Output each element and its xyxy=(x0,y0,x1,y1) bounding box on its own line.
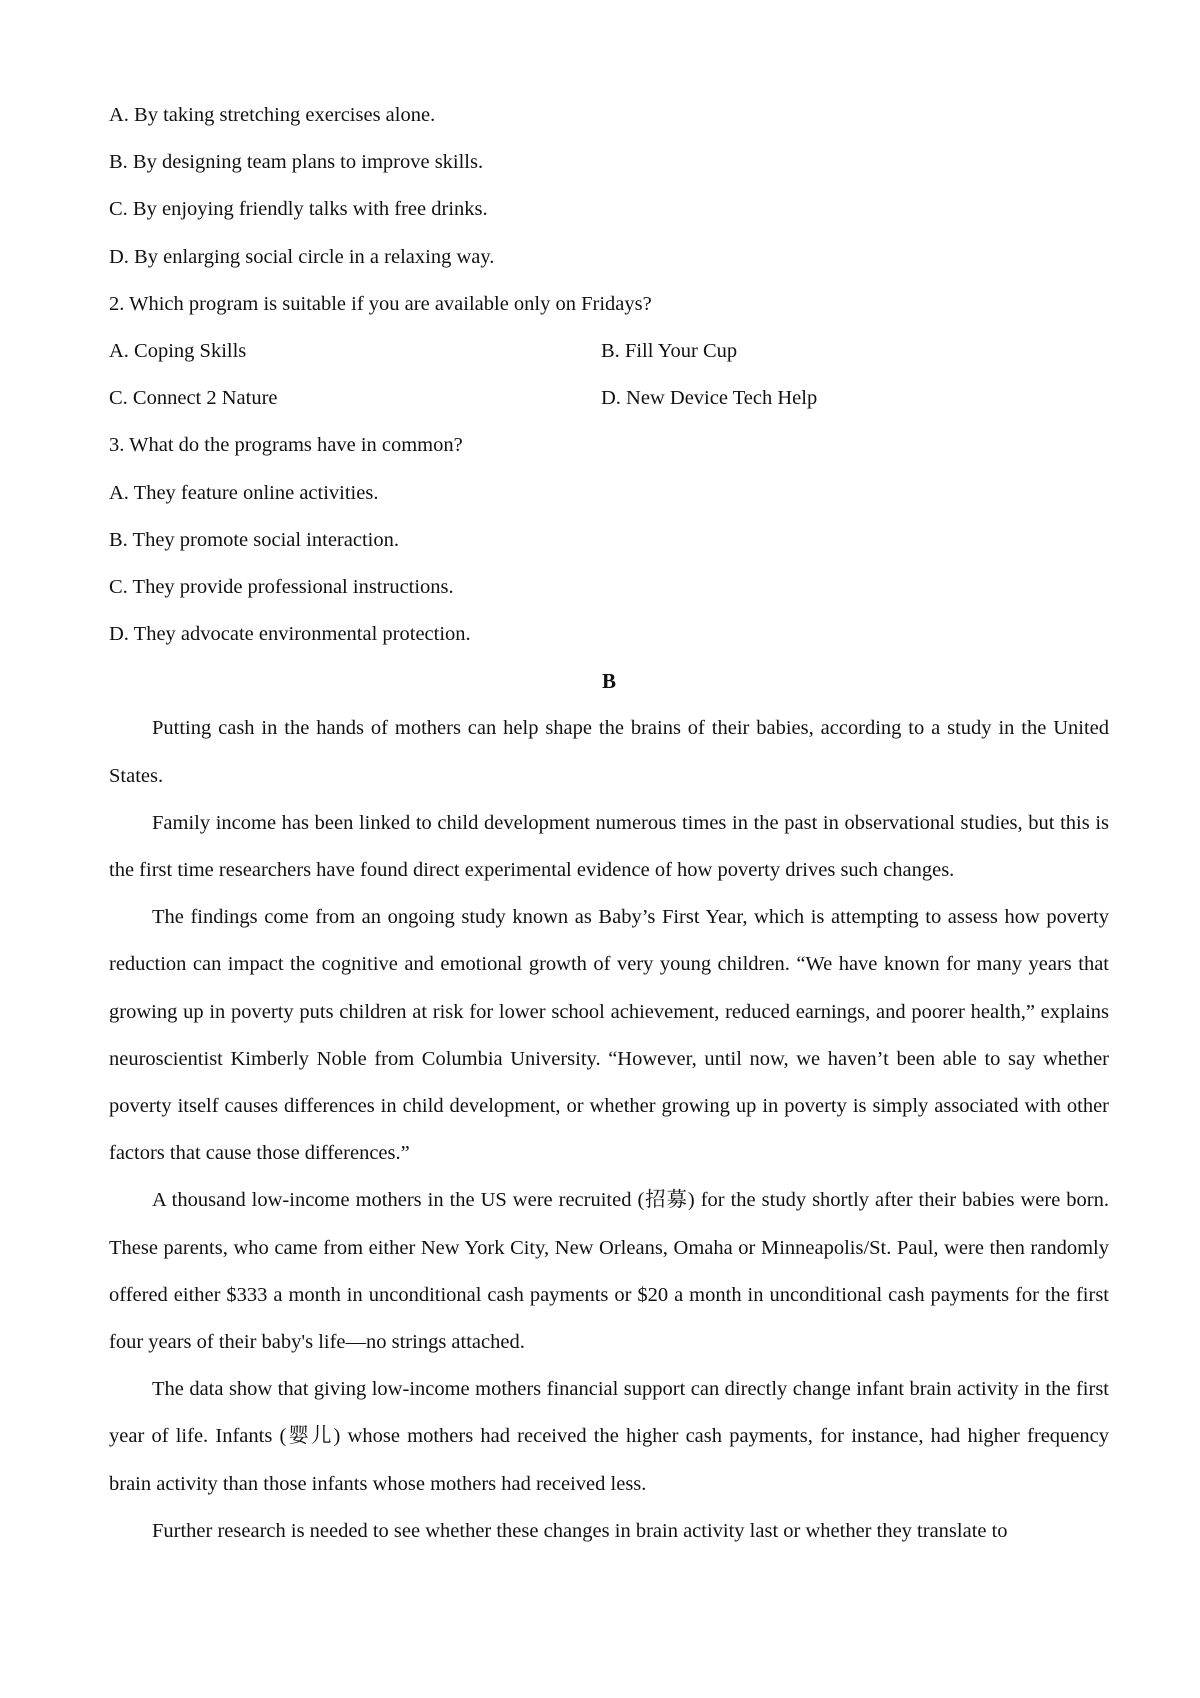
q3-stem: 3. What do the programs have in common? xyxy=(109,434,463,457)
q3-option-a: A. They feature online activities. xyxy=(109,481,379,504)
passage-b-paragraph-2: Family income has been linked to child development numerous times in the past in observational studies, but this is the first time researchers have found direct experimental evidence of how poverty drives such changes. xyxy=(109,811,1109,882)
passage-b-paragraph-3: The findings come from an ongoing study known as Baby’s First Year, which is attempting to assess how poverty reduction can impact the cognitive and emotional growth of very young children. “We have known for many years that growing up in poverty puts children at risk for lower school achievement, reduced earnings, and poorer health,” explains neuroscientist Kimberly Noble from Columbia University. “However, until now, we haven’t been able to say whether poverty itself causes differences in child development, or whether growing up in poverty is simply associated with other factors that cause those differences.” xyxy=(109,906,1109,1165)
passage-b-paragraph-5: The data show that giving low-income mothers financial support can directly change infant brain activity in the first year of life. Infants (婴儿) whose mothers had received the higher cash payments, for instance, had higher frequency brain activity than those infants whose mothers had received less. xyxy=(109,1378,1109,1495)
q1-option-d: D. By enlarging social circle in a relaxing way. xyxy=(109,245,495,268)
passage-b-paragraph-1: Putting cash in the hands of mothers can help shape the brains of their babies, according to a study in the United States. xyxy=(109,717,1109,787)
q2-options-row-2 xyxy=(109,375,1109,422)
q3-option-b: B. They promote social interaction. xyxy=(109,528,399,551)
q2-options-row-1 xyxy=(109,328,1109,375)
q2-option-c: C. Connect 2 Nature xyxy=(109,387,278,410)
document-page xyxy=(109,92,1109,1555)
q1-option-b: B. By designing team plans to improve skills. xyxy=(109,151,484,174)
passage-b-paragraph-4: A thousand low-income mothers in the US were recruited (招募) for the study shortly after their babies were born. These parents, who came from either New York City, New Orleans, Omaha or Minneapolis/St. Paul, were then randomly offered either $333 a month in unconditional cash payments or $20 a month in unconditional cash payments for the first four years of their baby's life—no strings attached. xyxy=(109,1189,1109,1354)
q1-option-c: C. By enjoying friendly talks with free drinks. xyxy=(109,198,488,221)
passage-b-paragraph-6: Further research is needed to see whether these changes in brain activity last or whether they translate to xyxy=(152,1519,1008,1542)
q2-option-b: B. Fill Your Cup xyxy=(601,339,738,362)
q2-option-d: D. New Device Tech Help xyxy=(601,387,818,410)
q2-stem: 2. Which program is suitable if you are available only on Fridays? xyxy=(109,292,652,315)
q1-option-a: A. By taking stretching exercises alone. xyxy=(109,104,436,126)
q3-option-d: D. They advocate environmental protection. xyxy=(109,623,471,646)
passage-b-heading: B xyxy=(601,669,616,694)
q3-option-c: C. They provide professional instructions. xyxy=(109,575,454,598)
q2-option-a: A. Coping Skills xyxy=(109,339,247,362)
